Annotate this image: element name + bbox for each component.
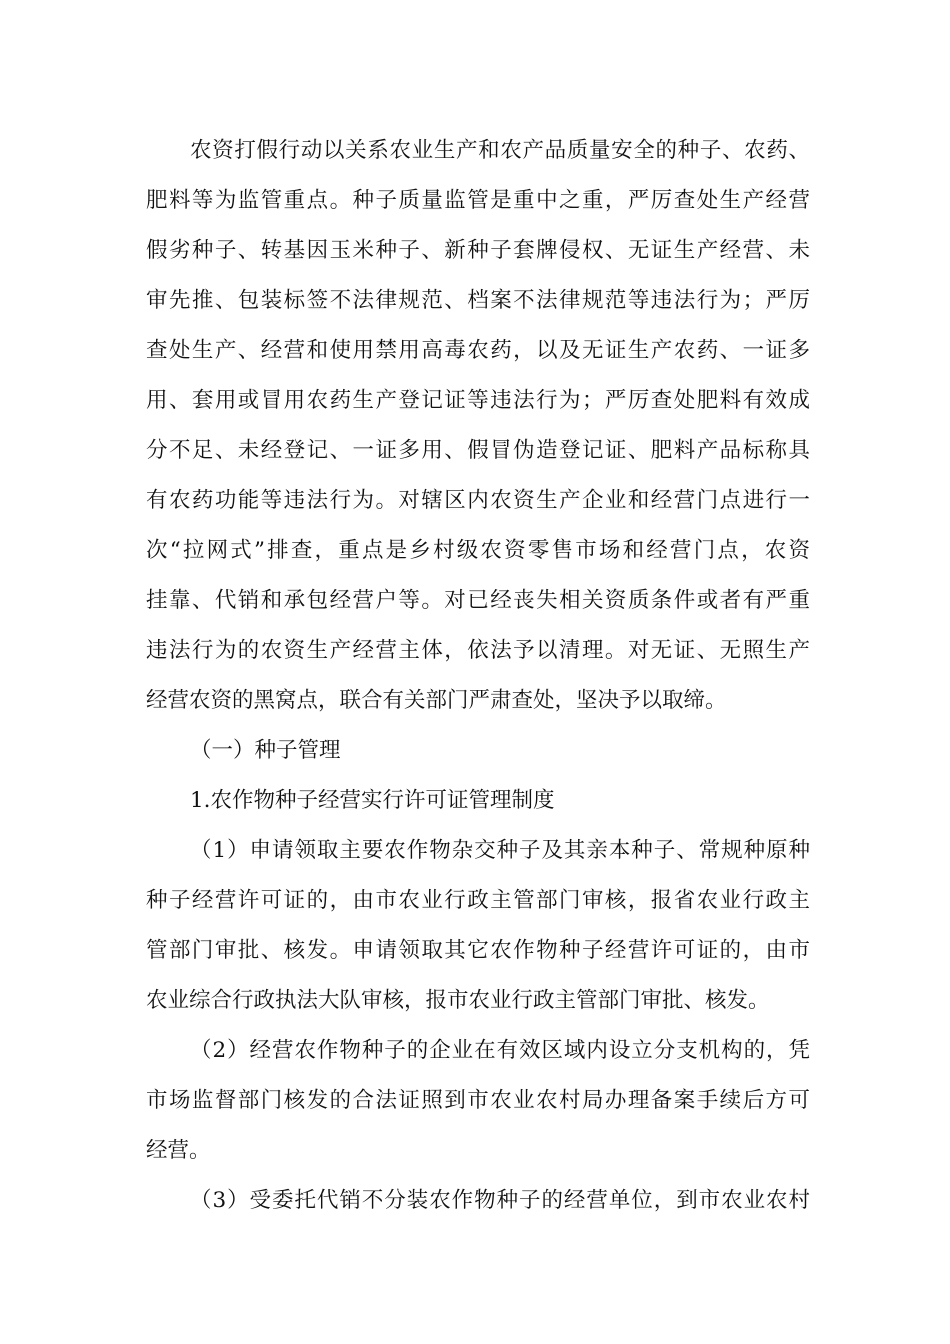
section-heading-text: （一）种子管理 [190,738,341,763]
section-heading [146,726,810,776]
text-line: （3）受委托代销不分装农作物种子的经营单位，到市农业农村 [190,1188,810,1213]
text-line: 查处生产、经营和使用禁用高毒农药，以及无证生产农药、一证多 [146,338,810,363]
document-body [146,126,810,1226]
text-line: （2）经营农作物种子的企业在有效区域内设立分支机构的，凭 [190,1038,810,1063]
text-line: （1）申请领取主要农作物杂交种子及其亲本种子、常规种原种 [190,838,810,863]
paragraph-item-2 [146,1026,810,1176]
text-line: 经营。 [146,1138,211,1163]
subsection-heading-text: 1.农作物种子经营实行许可证管理制度 [190,788,555,813]
text-line: 经营农资的黑窝点，联合有关部门严肃查处，坚决予以取缔。 [146,688,727,713]
text-line: 种子经营许可证的，由市农业行政主管部门审核，报省农业行政主 [146,888,810,913]
text-line: 假劣种子、转基因玉米种子、新种子套牌侵权、无证生产经营、未 [146,238,810,263]
text-line: 审先推、包装标签不法律规范、档案不法律规范等违法行为；严厉 [146,288,810,313]
paragraph-item-1 [146,826,810,1026]
text-line: 违法行为的农资生产经营主体，依法予以清理。对无证、无照生产 [146,638,810,663]
text-line: 分不足、未经登记、一证多用、假冒伪造登记证、肥料产品标称具 [146,438,810,463]
subsection-heading [146,776,810,826]
paragraph-intro [146,126,810,726]
text-line: 次“拉网式”排查，重点是乡村级农资零售市场和经营门点，农资 [146,538,810,563]
text-line: 市场监督部门核发的合法证照到市农业农村局办理备案手续后方可 [146,1088,810,1113]
text-line: 管部门审批、核发。申请领取其它农作物种子经营许可证的，由市 [146,938,810,963]
text-line: 农资打假行动以关系农业生产和农产品质量安全的种子、农药、 [190,138,810,163]
text-line: 用、套用或冒用农药生产登记证等违法行为；严厉查处肥料有效成 [146,388,810,413]
text-line: 肥料等为监管重点。种子质量监管是重中之重，严厉查处生产经营 [146,188,810,213]
text-line: 农业综合行政执法大队审核，报市农业行政主管部门审批、核发。 [146,988,770,1013]
paragraph-item-3 [146,1176,810,1226]
text-line: 挂靠、代销和承包经营户等。对已经丧失相关资质条件或者有严重 [146,588,810,613]
text-line: 有农药功能等违法行为。对辖区内农资生产企业和经营门点进行一 [146,488,810,513]
